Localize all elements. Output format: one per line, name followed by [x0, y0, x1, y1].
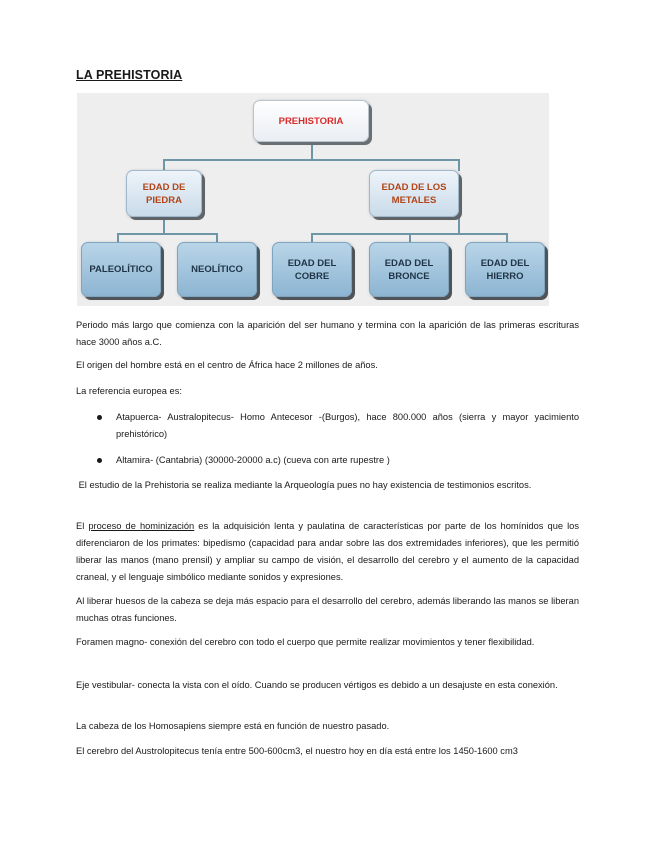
paragraph-foramen-magno: Foramen magno- conexión del cerebro con todo el cuerpo que permite realizar movimientos y tener flexibilidad.	[76, 637, 535, 647]
list-item-text: Altamira- (Cantabria) (30000-20000 a.c) (cueva con arte rupestre )	[116, 455, 390, 465]
diagram-branch-edad-de-piedra	[126, 170, 202, 217]
diagram-leaf-edad-del-cobre	[272, 242, 352, 297]
paragraph-archaeology: El estudio de la Prehistoria se realiza mediante la Arqueología pues no hay existencia de testimonios escritos.	[76, 480, 532, 490]
diagram-branch-edad-de-los-metales	[369, 170, 459, 217]
list-item-text: Atapuerca- Australopitecus- Homo Antecesor -(Burgos), hace 800.000 años (sierra y mayor yacimiento prehistórico)	[116, 412, 579, 439]
connector-branch-right-down	[458, 159, 460, 171]
paragraph-hominization-prefix: El	[76, 521, 89, 531]
paragraph-brain-size: El cerebro del Austrolopitecus tenía entre 500-600cm3, el nuestro hoy en día está entre los 1450-1600 cm3	[76, 746, 518, 756]
bullet-icon	[97, 458, 102, 463]
connector-left-horizontal	[117, 233, 217, 235]
bullet-icon	[97, 415, 102, 420]
diagram-leaf-label: PALEOLÍTICO	[89, 264, 153, 275]
paragraph-skull-bones: Al liberar huesos de la cabeza se deja más espacio para el desarrollo del cerebro, además liberando las manos se liberan muchas otras funciones.	[76, 596, 579, 623]
connector-right-down	[458, 217, 460, 234]
paragraph-european-reference: La referencia europea es:	[76, 386, 182, 396]
paragraph-eje-vestibular: Eje vestibular- conecta la vista con el oído. Cuando se producen vértigos es debido a un desajuste en esta conexión.	[76, 680, 558, 690]
diagram-leaf-neolitico	[177, 242, 257, 297]
diagram-leaf-label: EDAD DEL HIERRO	[480, 257, 530, 282]
list-item	[76, 452, 579, 469]
paragraph-hominization-rest: es la adquisición lenta y paulatina de características por parte de los homínidos que los diferenciaron de los primates: bipedismo (capacidad para andar sobre las dos extremidades inferiores), que les permitió liberar las manos (mano prensil) y ampliar su campo de visión, el desarrollo del cerebro y el aumento de la capacidad craneal, y el lenguaje simbólico mediante sonidos y expresiones.	[76, 521, 580, 582]
diagram-leaf-label: NEOLÍTICO	[191, 264, 243, 275]
diagram-leaf-label: EDAD DEL BRONCE	[384, 257, 434, 282]
paragraph-definition: Periodo más largo que comienza con la aparición del ser humano y termina con la aparición de las primeras escrituras hace 3000 años a.C.	[76, 320, 579, 347]
diagram-leaf-edad-del-bronce	[369, 242, 449, 297]
paragraph-hominization	[76, 518, 579, 586]
hominization-term: proceso de hominización	[88, 521, 195, 531]
list-item	[76, 409, 579, 443]
diagram-leaf-paleolitico	[81, 242, 161, 297]
page-title: LA PREHISTORIA	[76, 68, 183, 82]
diagram-leaf-label: EDAD DEL COBRE	[287, 257, 337, 282]
paragraph-origin: El origen del hombre está en el centro de África hace 2 millones de años.	[76, 360, 378, 370]
prehistoria-diagram	[77, 93, 549, 306]
diagram-leaf-edad-del-hierro	[465, 242, 545, 297]
diagram-root-label: PREHISTORIA	[278, 115, 344, 127]
diagram-branch-label: EDAD DE PIEDRA	[142, 181, 186, 206]
paragraph-homosapiens: La cabeza de los Homosapiens siempre está en función de nuestro pasado.	[76, 721, 390, 731]
diagram-root-prehistoria	[253, 100, 369, 142]
connector-left-down	[163, 217, 165, 234]
connector-root-down	[311, 141, 313, 160]
diagram-branch-label: EDAD DE LOS METALES	[381, 181, 447, 206]
connector-root-horizontal	[163, 159, 459, 161]
